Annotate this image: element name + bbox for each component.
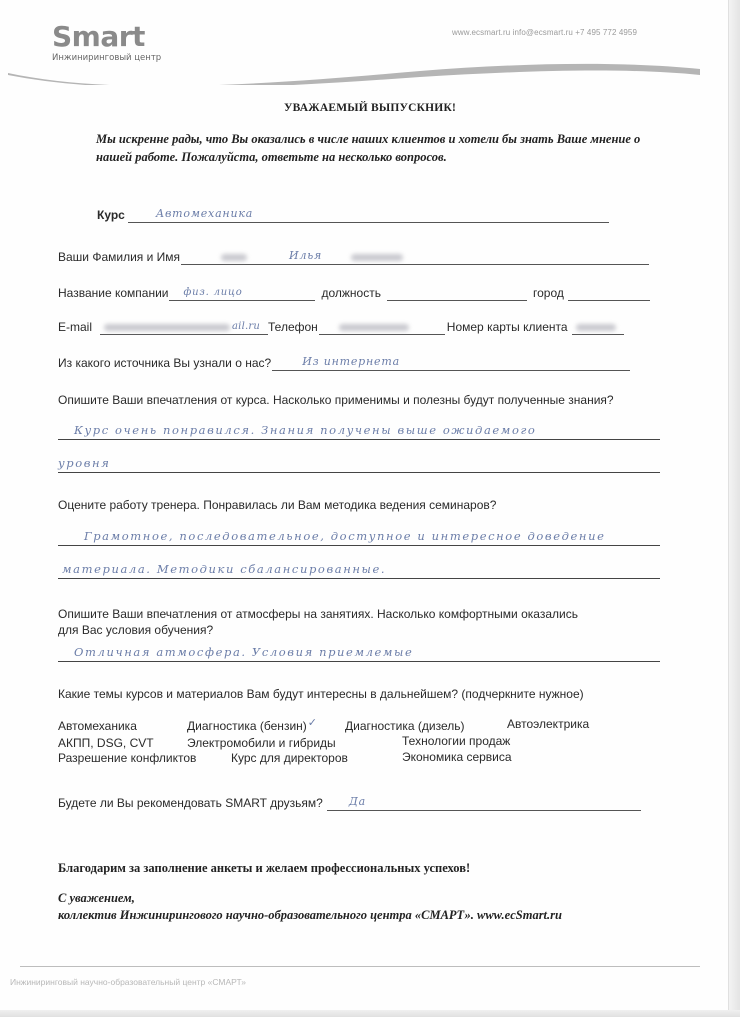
question-course-impressions: Опишите Ваши впечатления от курса. Насколько применимы и полезны будут полученные знания?: [58, 393, 614, 407]
redacted-phone: [339, 324, 409, 331]
redacted-card: [576, 324, 616, 331]
company-field[interactable]: [169, 285, 315, 301]
name-value: Илья: [289, 249, 323, 262]
topic-diagnostics-petrol-container[interactable]: [187, 719, 317, 733]
answer-line-1[interactable]: [58, 418, 660, 440]
checkmark-icon: ✓: [307, 717, 317, 729]
topic-service-economics[interactable]: Экономика сервиса: [402, 750, 512, 764]
question-line-2: для Вас условия обучения?: [58, 623, 214, 637]
position-field[interactable]: [387, 285, 527, 301]
redacted-email: [104, 324, 230, 331]
topic-auto-electrics[interactable]: Автоэлектрика: [507, 717, 590, 731]
answer-line-1[interactable]: [58, 524, 660, 546]
header-swoosh-decoration: [0, 45, 740, 85]
course-row: [97, 207, 609, 223]
topic-automechanics[interactable]: Автомеханика: [58, 719, 137, 733]
phone-field[interactable]: [319, 319, 445, 335]
signature: [58, 890, 562, 924]
recommend-row: [58, 795, 641, 811]
question-trainer-evaluation: Оцените работу тренера. Понравилась ли Вам методика ведения семинаров?: [58, 498, 497, 512]
signature-line-1: С уважением,: [58, 891, 135, 905]
card-field[interactable]: [572, 319, 624, 335]
answer-line-2[interactable]: [58, 451, 660, 473]
company-value: физ. лицо: [183, 287, 243, 298]
source-label: Из какого источника Вы узнали о нас?: [58, 356, 272, 370]
city-label: город: [532, 286, 564, 300]
email-label: E-mail: [58, 320, 93, 334]
page-title: УВАЖАЕМЫЙ ВЫПУСКНИК!: [283, 102, 457, 114]
recommend-label: Будете ли Вы рекомендовать SMART друзьям?: [58, 796, 323, 810]
topic-directors-course[interactable]: Курс для директоров: [231, 751, 348, 765]
answer-text: Грамотное, последовательное, доступное и интересное доведение: [84, 529, 606, 543]
question-atmosphere: [58, 606, 578, 638]
company-label: Название компании: [58, 286, 169, 300]
source-field[interactable]: [272, 355, 630, 371]
signature-line-2: коллектив Инжинирингового научно-образовательного центра «СМАРТ». www.ecSmart.ru: [58, 908, 562, 922]
answer-text: Курс очень понравился. Знания получены выше ожидаемого: [74, 423, 537, 437]
topic-diagnostics-petrol: Диагностика (бензин): [187, 719, 307, 733]
answer-text: материала. Методики сбалансированные.: [62, 562, 387, 576]
answer-line-2[interactable]: [58, 557, 660, 579]
question-line-1: Опишите Ваши впечатления от атмосферы на занятиях. Насколько комфортными оказались: [58, 607, 578, 621]
source-value: Из интернета: [302, 355, 400, 368]
scan-bottom-edge: [0, 1010, 740, 1017]
recommend-value: Да: [348, 795, 366, 808]
contact-row: [58, 319, 624, 335]
card-label: Номер карты клиента: [446, 320, 568, 334]
topics-question: Какие темы курсов и материалов Вам будут интересны в дальнейшем? (подчеркните нужное): [58, 687, 584, 701]
answer-line-1[interactable]: [58, 640, 660, 662]
source-row: [58, 355, 630, 371]
name-label: Ваши Фамилия и Имя: [58, 250, 181, 264]
email-field[interactable]: [100, 319, 268, 335]
course-value: Автомеханика: [155, 207, 254, 220]
redacted-patronymic: [351, 254, 403, 261]
topic-conflict-resolution[interactable]: Разрешение конфликтов: [58, 751, 197, 765]
scan-edge: [728, 0, 740, 1017]
footer-text: Инжиниринговый научно-образовательный центр «СМАРТ»: [10, 977, 246, 987]
name-field[interactable]: [181, 249, 649, 265]
course-label: Курс: [97, 208, 125, 222]
header-contacts: www.ecsmart.ru info@ecsmart.ru +7 495 772 4959: [452, 28, 638, 37]
topic-electric-hybrid[interactable]: Электромобили и гибриды: [187, 736, 336, 750]
topic-diagnostics-diesel[interactable]: Диагностика (дизель): [345, 719, 465, 733]
position-label: должность: [321, 286, 381, 300]
recommend-field[interactable]: [327, 795, 641, 811]
topic-sales-technologies[interactable]: Технологии продаж: [402, 734, 511, 748]
email-value: ail.ru: [232, 321, 260, 332]
course-field[interactable]: [128, 207, 609, 223]
redacted-surname: [221, 254, 247, 261]
logo-wordmark: Smart: [52, 20, 145, 53]
phone-label: Телефон: [268, 320, 318, 334]
logo-subtitle: Инжиниринговый центр: [52, 53, 162, 63]
topic-transmissions[interactable]: АКПП, DSG, CVT: [58, 736, 154, 750]
name-row: [58, 249, 649, 265]
answer-text: уровня: [58, 456, 111, 470]
thanks-text: Благодарим за заполнение анкеты и желаем профессиональных успехов!: [58, 861, 471, 875]
intro-text: Мы искренне рады, что Вы оказались в числе наших клиентов и хотели бы знать Ваше мнение о нашей работе. Пожалуйста, ответьте на несколько вопросов.: [96, 132, 641, 164]
answer-text: Отличная атмосфера. Условия приемлемые: [74, 645, 414, 659]
city-field[interactable]: [568, 285, 650, 301]
company-row: [58, 285, 650, 301]
footer-divider: [20, 966, 700, 967]
